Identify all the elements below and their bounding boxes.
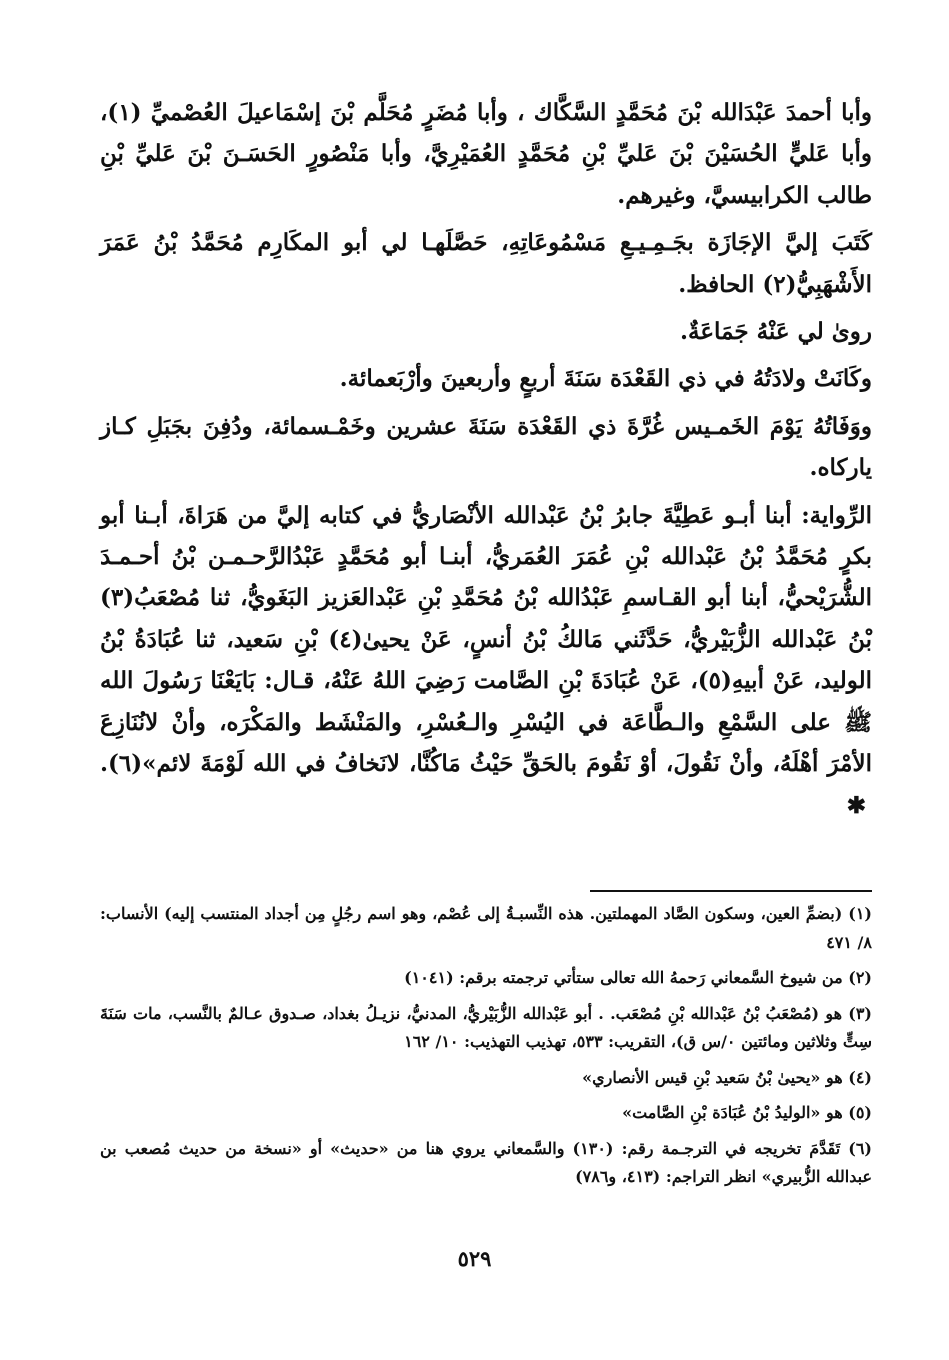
footnote-2: (٢) من شيوخ السَّمعاني رَحمهُ الله تعالى ستأتي ترجمته برقم: (١٠٤١) xyxy=(404,968,872,987)
footnote-5: (٥) هو «الوليدُ بْنُ عُبَادَة بْنِ الصَّامت» xyxy=(622,1103,872,1122)
footnote-1: (١) (بضمِّ العين، وسكون الصَّاد المهملتين. هذه النِّسبـةُ إلى عُصْم، وهو اسم رجُلٍ مِن أجداد المنتسب إليه) الأنساب: ٨/ ٤٧١ xyxy=(100,904,872,952)
paragraph-1: وأبا أحمدَ عَبْدَالله بْنَ مُحَمَّدٍ السَّكَّاك ، وأبا مُضَرٍ مُحَلَّم بْنَ إسْمَاعيلَ العُصْميِّ (١)، وأبا عَليٍّ الحُسَيْنَ بْنَ عَليِّ بْنِ مُحَمَّدٍ العُمَيْرِيَّ، وأبا مَنْصُورٍ الحَسَـنَ بْنَ عَليِّ بْنِ طالب الكرابيسيَّ، وغيرهم. xyxy=(100,99,872,209)
paragraph-3: روىٰ لي عَنْهُ جَمَاعَةٌ. xyxy=(680,318,872,346)
paragraph-4: وكَانَتْ ولادَتُهُ في ذي القَعْدَة سَنَةَ أربعٍ وأربعينَ وأرْبَعمائة. xyxy=(339,365,872,393)
footnote-3: (٣) هو (مُصْعَبُ بْنُ عَبْدالله بْنِ مُصْعَب. . أبو عَبْدالله الزُّبَيْريُّ، المدنيُّ، نزيـلُ بغداد، صـدوق عـالمٌ بالنَّسب، مات سَنَةَ سِتٍّ وثلاثين ومائتين ٠/س ق)، التقريب: ٥٣٣، تهذيب التهذيب: ١٠/ ١٦٢ xyxy=(100,1003,872,1051)
paragraph-5: ووَفَاتُهُ يَوْمَ الخَمـيس غُرَّةَ ذي القَعْدَة سَنَةَ عشرين وخَمْـسمائة، ودُفِنَ بجَبَلِ كـاز ياركاه. xyxy=(100,412,872,482)
footnote-separator xyxy=(590,890,872,892)
footnotes xyxy=(100,900,872,1199)
end-mark: ✱ xyxy=(846,791,866,819)
riwaya-label: الرِّواية: xyxy=(801,501,872,529)
riwaya-text: أبنا أبـو عَطِيَّةَ جابرُ بْنُ عَبْدالله الأنْصَاريُّ في كتابه إليَّ من هَرَاةَ، أبـنا أبو بكرٍ مُحَمَّدُ بْنُ عَبْدالله بْنِ عُمَرَ العُمَريُّ، أبنـا أبو مُحَمَّدٍ عَبْدُالرَّحـمـن بْنُ أحـمـدَ الشُّرَيْحيُّ، أبنا أبو القـاسمِ عَبْدُالله بْنُ مُحَمَّدِ بْنِ عَبْدالعَزيز البَغَويُّ، ثنا مُصْعَبُ(٣) بْنُ عَبْدالله الزُّبَيْريُّ، حَدَّثَني مَالكُ بْنُ أنسٍ، عَنْ يحيىٰ(٤) بْنِ سَعيد، ثنا عُبَادَةُ بْنُ الوليد، عَنْ أبيهِ(٥)، عَنْ عُبَادَةَ بْنِ الصَّامت رَضِيَ اللهُ عَنْهُ، قـال: بَايَعْنَا رَسُولَ الله ﷺ على السَّمْعِ والـطَّاعَة في اليُسْرِ والـعُسْرِ، والمَنْشَط والمَكْرَه، وأنْ لانُنَازِعَ الأمْرَ أهْلَهُ، وأنْ نَقُولَ، أوْ نَقُومَ بالحَقِّ حَيْثُ مَاكُنَّا، لانَخافُ في الله لَوْمَةَ لائم»(٦). xyxy=(100,501,872,778)
paragraph-2: كَتَبَ إليَّ الإجَازَة بجَـمِـيـعِ مَسْمُوعَاتِهِ، حَصَّلَهـا لي أبو المكَارِم مُحَمَّدُ بْنُ عَمَرَ الأَشْهَبِيُّ(٢) الحافظ. xyxy=(100,229,872,298)
footnote-6: (٦) تَقَدَّمَ تخريجه في الترجـمة رقم: (١٣٠) والسَّمعاني يروي هنا من «حديث» أو «نسخة من حديث مُصعب بن عبدالله الزُّبيري» انظر التراجم: (٤١٣، و٧٨٦) xyxy=(100,1138,872,1186)
footnote-4: (٤) هو «يحيىٰ بْنُ سَعيد بْنِ قيس الأنصاري» xyxy=(582,1067,872,1087)
riwaya-paragraph xyxy=(100,495,872,826)
main-text xyxy=(100,92,872,826)
page-number: ٥٢٩ xyxy=(457,1246,492,1271)
